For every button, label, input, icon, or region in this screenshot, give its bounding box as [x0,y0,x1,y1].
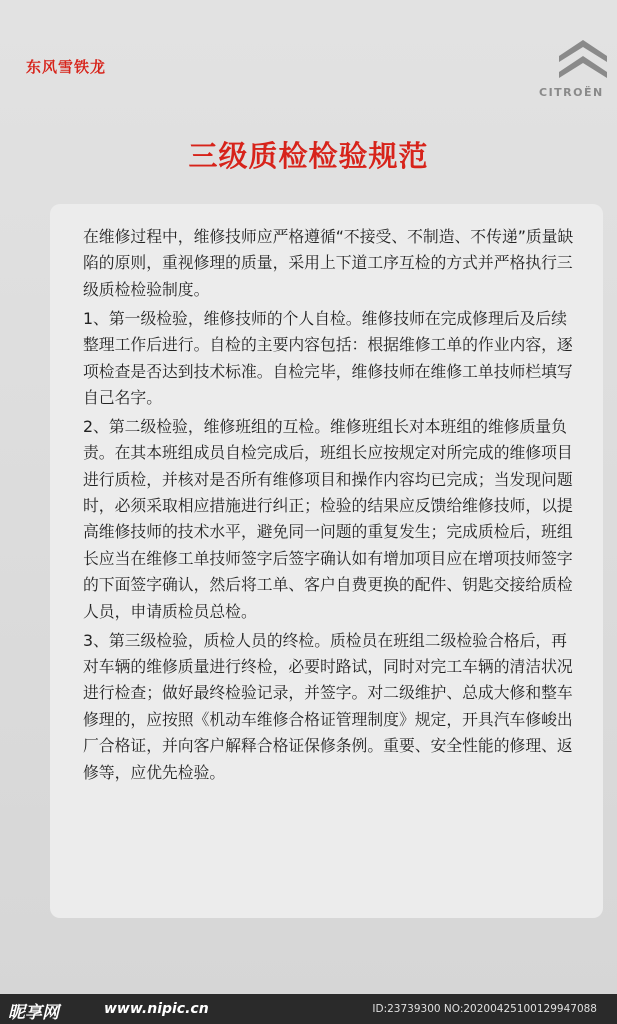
content-body [83,224,574,789]
site-logo: 昵享网 [8,1003,59,1023]
watermark-bar [0,994,617,1024]
image-info: ID:23739300 NO:20200425100129947088 [372,1003,597,1015]
paragraph-level-3: 3、第三级检验，质检人员的终检。质检员在班组二级检验合格后，再对车辆的维修质量进行终检，必要时路试，同时对完工车辆的清洁状况进行检查；做好最终检验记录，并签字。对二级维护、总成大修和整车修理的，应按照《机动车维修合格证管理制度》规定，开具汽车修峻出厂合格证，并向客户解释合格证保修条例。重要、安全性能的修理、返修等，应优先检验。 [83,630,573,782]
document-title: 三级质检检验规范 [188,139,429,173]
dealer-logo-text: 东风雪铁龙 [26,58,107,76]
paragraph-level-1: 1、第一级检验，维修技师的个人自检。维修技师在完成修理后及后续整理工作后进行。自检的主要内容包括：根据维修工单的作业内容，逐项检查是否达到技术标准。自检完毕，维修技师在维修工单技师栏填写自己名字。 [83,308,573,407]
paragraph-level-2: 2、第二级检验，维修班组的互检。维修班组长对本班组的维修质量负责。在其本班组成员自检完成后，班组长应按规定对所完成的维修项目进行质检，并核对是否所有维修项目和操作内容均已完成；当发现问题时，必须采取相应措施进行纠正；检验的结果应反馈给维修技师，以提高维修技师的技术水平，避免同一问题的重复发生；完成质检后，班组长应当在维修工单技师签字后签字确认如有增加项目应在增项技师签字的下面签字确认，然后将工单、客户自费更换的配件、钥匙交接给质检人员，申请质检员总检。 [83,416,573,621]
content-card [50,204,603,918]
site-url: www.nipic.cn [104,1001,209,1017]
brand-logo [537,32,617,102]
paragraph-intro: 在维修过程中，维修技师应严格遵循“不接受、不制造、不传递”质量缺陷的原则，重视修理的质量，采用上下道工序互检的方式并严格执行三级质检检验制度。 [83,227,574,299]
brand-name-text: CITROËN [539,86,604,99]
citroen-double-chevron-icon [555,34,611,84]
